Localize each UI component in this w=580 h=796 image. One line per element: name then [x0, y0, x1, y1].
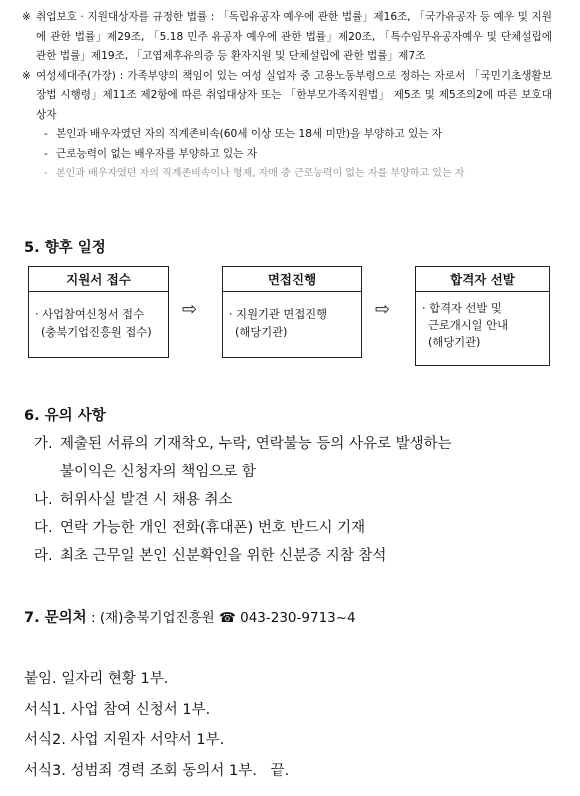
attachment-item: 서식3. 성범죄 경력 조회 동의서 1부. 끝.	[24, 762, 290, 779]
step-box-application	[28, 266, 169, 358]
notes-block	[22, 8, 552, 184]
sub-item	[22, 125, 552, 145]
step-body	[29, 292, 168, 346]
contact-phone: 043-230-9713~4	[240, 610, 356, 626]
step-line: (충북기업진흥원 접수)	[41, 326, 152, 339]
sub-item-text: 근로능력이 없는 배우자를 부양하고 있는 자	[56, 147, 258, 160]
caution-label: 나.	[34, 492, 53, 508]
phone-icon: ☎	[218, 610, 236, 626]
caution-label: 다.	[34, 520, 53, 536]
step-head: 면접진행	[223, 267, 361, 292]
contact-line	[24, 606, 356, 627]
step-line: (해당기관)	[235, 326, 288, 339]
caution-list	[34, 430, 546, 570]
caution-label: 라.	[34, 548, 53, 564]
attachment-item: 서식2. 사업 지원자 서약서 1부.	[24, 732, 225, 748]
step-line: · 지원기관 면접진행	[229, 308, 328, 321]
arrow-right-icon: ⇨	[182, 299, 198, 320]
caution-text: 제출된 서류의 기재착오, 누락, 연락불능 등의 사유로 발생하는	[60, 436, 452, 452]
note-female-householder	[22, 67, 552, 126]
dash-mark: -	[44, 168, 48, 179]
note-mark: ※	[22, 69, 31, 82]
contact-separator: :	[86, 610, 100, 626]
contact-org: (재)충북기업진흥원	[99, 610, 215, 626]
sub-item-text: 본인과 배우자였던 자의 직계존비속(60세 이상 또는 18세 미만)을 부양하고 있는 자	[56, 128, 443, 140]
step-box-interview	[222, 266, 362, 358]
section-7-title: 7. 문의처	[24, 610, 87, 626]
caution-text: 최초 근무일 본인 신분확인을 위한 신분증 지참 참석	[60, 548, 387, 564]
step-line: · 사업참여신청서 접수	[35, 308, 144, 321]
section-6-title: 6. 유의 사항	[24, 408, 106, 424]
dash-mark: -	[44, 128, 48, 140]
step-line: 근로개시일 안내	[428, 319, 508, 332]
sub-item-text: 본인과 배우자였던 자의 직계존비속이나 형제, 자매 중 근로능력이 없는 자를 부양하고 있는 자	[56, 168, 465, 179]
sub-item	[22, 164, 552, 184]
step-body	[223, 292, 361, 346]
note-mark: ※	[22, 11, 31, 23]
attachment-item: 붙임. 일자리 현황 1부.	[24, 671, 169, 687]
note-text: 취업보호 · 지원대상자를 규정한 법률 : 「독립유공자 예우에 관한 법률」제16조, 「국가유공자 등 예우 및 지원에 관한 법률」제29조, 「5.18 민주 유공자 예우에 관한 법률」제20조, 「특수임무유공자예우 및 단체설립에 관한 법률」제19조, 「고엽제후유의증 등 환자지원 및 단체설립에 관한 법률」제7조	[36, 11, 552, 62]
section-5-title: 5. 향후 일정	[24, 240, 106, 256]
caution-label: 가.	[34, 436, 53, 452]
caution-item	[34, 486, 546, 514]
note-protection-laws	[22, 8, 552, 67]
step-body	[416, 292, 549, 355]
caution-item	[34, 514, 546, 542]
dash-mark: -	[44, 147, 48, 160]
caution-item	[34, 542, 546, 570]
step-box-selection	[415, 266, 550, 366]
sub-item	[22, 145, 552, 165]
step-line: (해당기관)	[428, 336, 481, 349]
caution-text: 허위사실 발견 시 채용 취소	[60, 492, 233, 508]
step-line: · 합격자 선발 및	[422, 302, 502, 315]
caution-text: 연락 가능한 개인 전화(휴대폰) 번호 반드시 기재	[60, 520, 366, 536]
caution-text-continued: 불이익은 신청자의 책임으로 함	[60, 464, 256, 480]
attachments-list	[24, 664, 289, 786]
note-text: 여성세대주(가장) : 가족부양의 책임이 있는 여성 실업자 중 고용노동부령으로 정하는 자로서 「국민기초생활보장법 시행령」제11조 제2항에 따른 취업대상자 또는 「한부모가족지원법」 제5조 및 제5조의2에 따른 보호대상자	[36, 69, 552, 121]
attachment-item: 서식1. 사업 참여 신청서 1부.	[24, 701, 211, 718]
step-head: 지원서 접수	[29, 267, 168, 292]
arrow-right-icon: ⇨	[375, 299, 391, 320]
caution-item	[34, 430, 546, 458]
step-head: 합격자 선발	[416, 267, 549, 292]
